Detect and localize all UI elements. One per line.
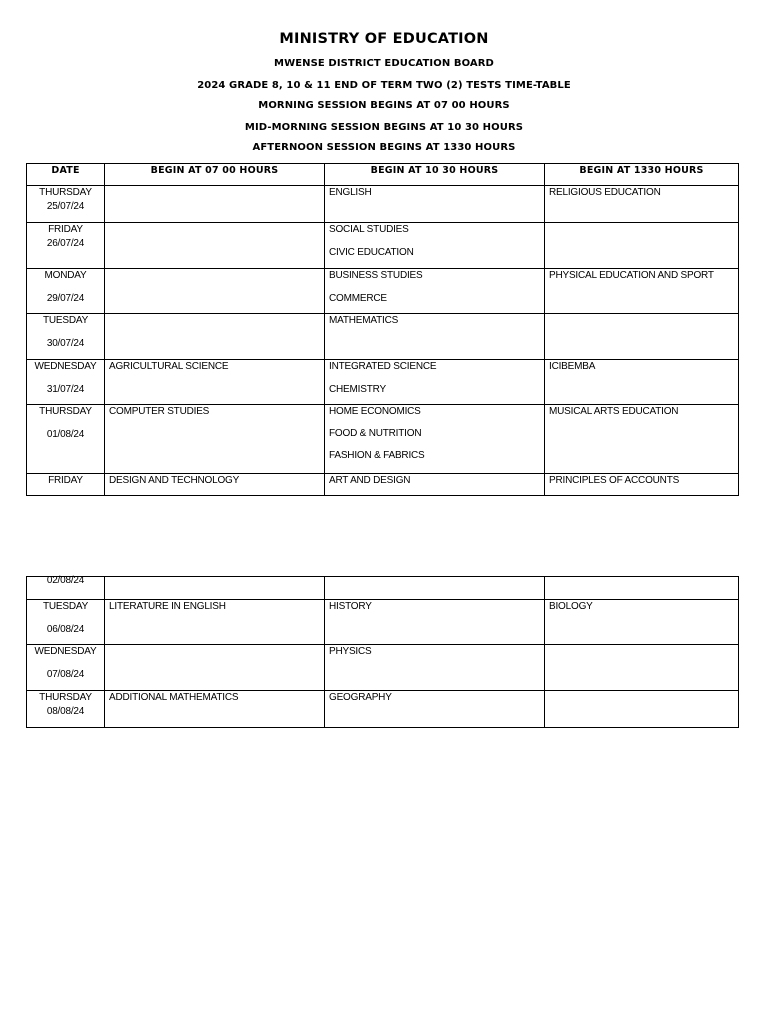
session-1030-cell — [325, 577, 545, 600]
subject: CIVIC EDUCATION — [329, 247, 414, 258]
subject: RELIGIOUS EDUCATION — [549, 187, 661, 198]
session-0700-cell — [105, 691, 325, 728]
session-1330-cell — [545, 600, 739, 645]
column-header-date: DATE — [27, 164, 105, 186]
day-name: TUESDAY — [42, 601, 89, 612]
subject: PHYSICAL EDUCATION AND SPORT — [549, 270, 714, 281]
timetable-table-part2 — [26, 576, 739, 728]
subject: COMMERCE — [329, 293, 387, 304]
date-cell — [27, 691, 105, 728]
date-value: 25/07/24 — [46, 201, 85, 212]
day-name: TUESDAY — [42, 315, 89, 326]
day-name: FRIDAY — [48, 475, 83, 486]
date-cell — [27, 269, 105, 314]
day-name: THURSDAY — [39, 692, 92, 703]
session-1330-cell — [545, 577, 739, 600]
date-value: 29/07/24 — [46, 293, 85, 304]
day-name: FRIDAY — [48, 224, 83, 235]
date-value: 30/07/24 — [46, 338, 85, 349]
session-1330-cell — [545, 360, 739, 405]
date-cell — [27, 314, 105, 360]
day-name: WEDNESDAY — [34, 361, 97, 372]
session-1330-cell — [545, 474, 739, 496]
subject: DESIGN AND TECHNOLOGY — [109, 475, 240, 486]
date-value: 07/08/24 — [46, 669, 85, 680]
day-name: THURSDAY — [39, 406, 92, 417]
session-1030-cell — [325, 474, 545, 496]
session-1030-cell — [325, 645, 545, 691]
date-value: 02/08/24 — [46, 575, 85, 586]
subject: FOOD & NUTRITION — [329, 428, 422, 439]
subject: MATHEMATICS — [329, 315, 399, 326]
subject: BUSINESS STUDIES — [329, 270, 423, 281]
day-name: WEDNESDAY — [34, 646, 97, 657]
session-1330-cell — [545, 223, 739, 269]
session-1330-cell — [545, 269, 739, 314]
subject: HOME ECONOMICS — [329, 406, 421, 417]
date-cell — [27, 405, 105, 474]
board-name: MWENSE DISTRICT EDUCATION BOARD — [274, 58, 494, 69]
table-row — [27, 360, 739, 405]
session-0700-cell — [105, 269, 325, 314]
session-0700-cell — [105, 186, 325, 223]
date-value: 31/07/24 — [46, 384, 85, 395]
date-cell — [27, 186, 105, 223]
subject: FASHION & FABRICS — [329, 450, 425, 461]
subject: CHEMISTRY — [329, 384, 386, 395]
table-row — [27, 223, 739, 269]
session-1030-cell — [325, 314, 545, 360]
day-name: THURSDAY — [39, 187, 92, 198]
date-cell — [27, 577, 105, 600]
subject: ART AND DESIGN — [329, 475, 411, 486]
column-header-1330: BEGIN AT 1330 HOURS — [545, 164, 739, 186]
morning-session-note: MORNING SESSION BEGINS AT 07 00 HOURS — [258, 100, 510, 111]
session-0700-cell — [105, 405, 325, 474]
session-1030-cell — [325, 405, 545, 474]
table-row — [27, 600, 739, 645]
subject: HISTORY — [329, 601, 372, 612]
table-row — [27, 405, 739, 474]
table-row — [27, 269, 739, 314]
session-1330-cell — [545, 645, 739, 691]
column-header-1030: BEGIN AT 10 30 HOURS — [325, 164, 545, 186]
table-header-row — [27, 164, 739, 186]
subject: PRINCIPLES OF ACCOUNTS — [549, 475, 680, 486]
table-row — [27, 691, 739, 728]
afternoon-session-note: AFTERNOON SESSION BEGINS AT 1330 HOURS — [252, 142, 516, 153]
subject: SOCIAL STUDIES — [329, 224, 409, 235]
session-0700-cell — [105, 577, 325, 600]
subject: MUSICAL ARTS EDUCATION — [549, 406, 679, 417]
session-1030-cell — [325, 600, 545, 645]
session-1330-cell — [545, 691, 739, 728]
date-cell — [27, 645, 105, 691]
date-cell — [27, 223, 105, 269]
timetable-title: 2024 GRADE 8, 10 & 11 END OF TERM TWO (2) TESTS TIME-TABLE — [197, 80, 571, 91]
session-1030-cell — [325, 691, 545, 728]
session-1030-cell — [325, 360, 545, 405]
date-cell — [27, 600, 105, 645]
subject: GEOGRAPHY — [329, 692, 392, 703]
ministry-title: MINISTRY OF EDUCATION — [279, 31, 489, 47]
date-value: 08/08/24 — [46, 706, 85, 717]
mid-morning-session-note: MID-MORNING SESSION BEGINS AT 10 30 HOURS — [244, 122, 524, 133]
session-1330-cell — [545, 405, 739, 474]
column-header-0700: BEGIN AT 07 00 HOURS — [105, 164, 325, 186]
session-1030-cell — [325, 186, 545, 223]
session-1030-cell — [325, 269, 545, 314]
session-0700-cell — [105, 474, 325, 496]
session-1030-cell — [325, 223, 545, 269]
session-0700-cell — [105, 314, 325, 360]
subject: ENGLISH — [329, 187, 372, 198]
table-row — [27, 474, 739, 496]
subject: AGRICULTURAL SCIENCE — [109, 361, 229, 372]
subject: BIOLOGY — [549, 601, 593, 612]
subject: COMPUTER STUDIES — [109, 406, 210, 417]
timetable-table-part1 — [26, 163, 739, 496]
subject: ICIBEMBA — [549, 361, 596, 372]
table-row — [27, 645, 739, 691]
session-0700-cell — [105, 360, 325, 405]
table-row — [27, 186, 739, 223]
session-1330-cell — [545, 186, 739, 223]
session-0700-cell — [105, 645, 325, 691]
day-name: MONDAY — [44, 270, 87, 281]
subject: PHYSICS — [329, 646, 372, 657]
date-value: 01/08/24 — [46, 429, 85, 440]
session-1330-cell — [545, 314, 739, 360]
date-cell — [27, 360, 105, 405]
table-row — [27, 577, 739, 600]
subject: ADDITIONAL MATHEMATICS — [109, 692, 239, 703]
session-0700-cell — [105, 600, 325, 645]
date-value: 06/08/24 — [46, 624, 85, 635]
date-cell — [27, 474, 105, 496]
table-row — [27, 314, 739, 360]
date-value: 26/07/24 — [46, 238, 85, 249]
subject: LITERATURE IN ENGLISH — [109, 601, 226, 612]
session-0700-cell — [105, 223, 325, 269]
subject: INTEGRATED SCIENCE — [329, 361, 437, 372]
